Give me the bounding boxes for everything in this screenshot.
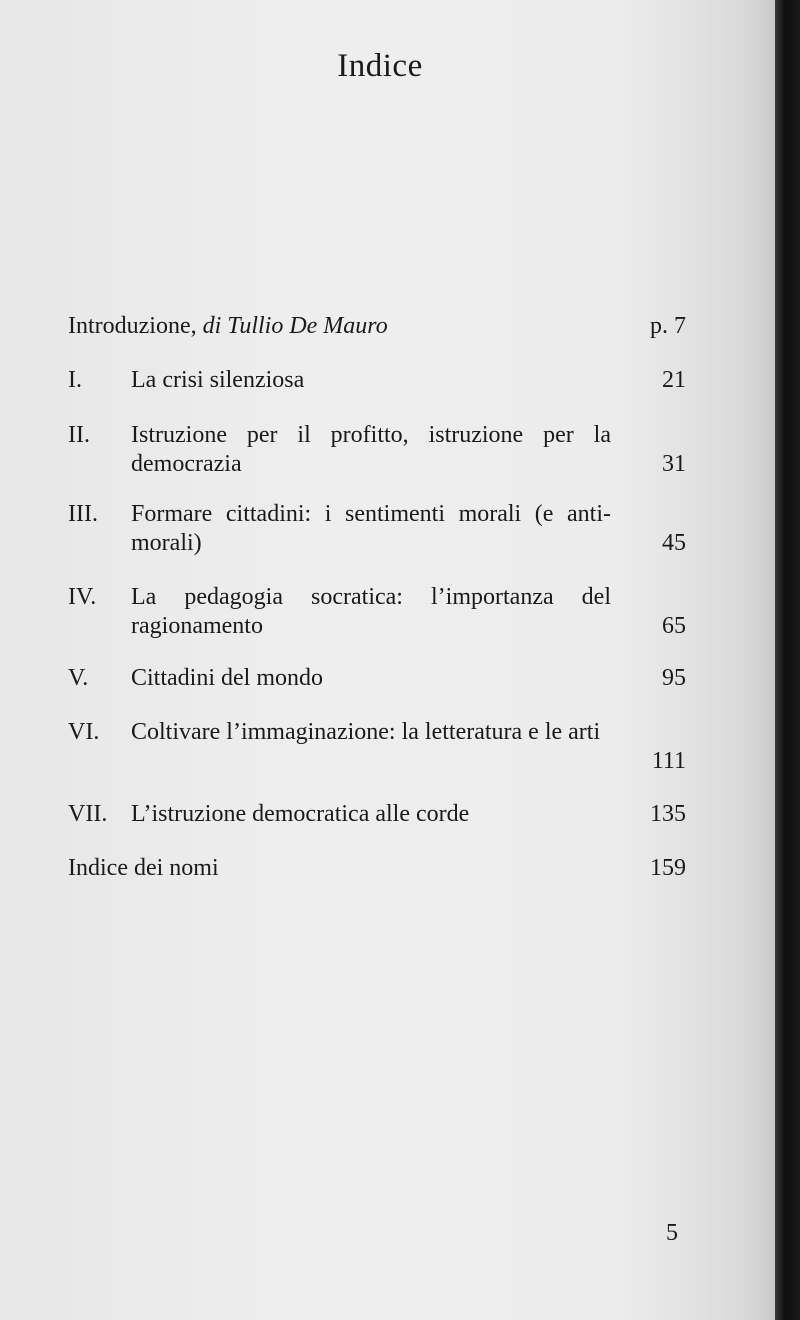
toc-entry-chapter-2 bbox=[68, 421, 686, 479]
toc-entry-chapter-3 bbox=[68, 500, 686, 558]
toc-page-number: 95 bbox=[662, 665, 686, 691]
toc-entry-title: Indice dei nomi bbox=[68, 855, 219, 881]
intro-author: di Tullio De Mauro bbox=[202, 313, 388, 339]
toc-page-number: 111 bbox=[651, 748, 686, 774]
toc-page-number: 45 bbox=[662, 530, 686, 556]
chapter-title: Coltivare l’immaginazione: la letteratura e le arti bbox=[131, 719, 601, 745]
toc-entry-title bbox=[68, 312, 588, 341]
toc-entry-chapter-4 bbox=[68, 583, 686, 641]
chapter-title: Formare cittadini: i sentimenti morali (e anti-morali) bbox=[131, 501, 611, 556]
chapter-title: L’istruzione democratica alle corde bbox=[131, 801, 470, 827]
toc-page-number: 31 bbox=[662, 451, 686, 477]
toc-entry-chapter-5 bbox=[68, 664, 686, 693]
toc-entry-chapter-6 bbox=[68, 718, 686, 776]
chapter-number: V. bbox=[68, 665, 89, 691]
intro-label: Introduzione, bbox=[68, 313, 203, 339]
toc-entry-chapter-7 bbox=[68, 800, 686, 829]
toc-page-number: p. 7 bbox=[650, 313, 686, 339]
chapter-title: Istruzione per il profitto, istruzione per la democrazia bbox=[131, 422, 611, 477]
toc-entry-chapter-1 bbox=[68, 366, 686, 395]
toc-page-number: 65 bbox=[662, 613, 686, 639]
chapter-title: Cittadini del mondo bbox=[131, 665, 323, 691]
chapter-number: VI. bbox=[68, 719, 100, 745]
toc-page-number: 21 bbox=[662, 367, 686, 393]
chapter-number: II. bbox=[68, 422, 90, 448]
toc-entry-intro bbox=[68, 312, 686, 341]
chapter-number: VII. bbox=[68, 801, 108, 827]
chapter-number: III. bbox=[68, 501, 98, 527]
toc-page-number: 135 bbox=[650, 801, 686, 827]
page-edge-shadow bbox=[775, 0, 800, 1320]
toc-page-number: 159 bbox=[650, 855, 686, 881]
chapter-title: La crisi silenziosa bbox=[131, 367, 305, 393]
toc-entry-index-names bbox=[68, 854, 686, 883]
chapter-title: La pedagogia socratica: l’importanza del ragionamento bbox=[131, 584, 611, 639]
page-number: 5 bbox=[666, 1220, 678, 1246]
chapter-number: IV. bbox=[68, 584, 97, 610]
page-title: Indice bbox=[337, 48, 423, 84]
chapter-number: I. bbox=[68, 367, 82, 393]
